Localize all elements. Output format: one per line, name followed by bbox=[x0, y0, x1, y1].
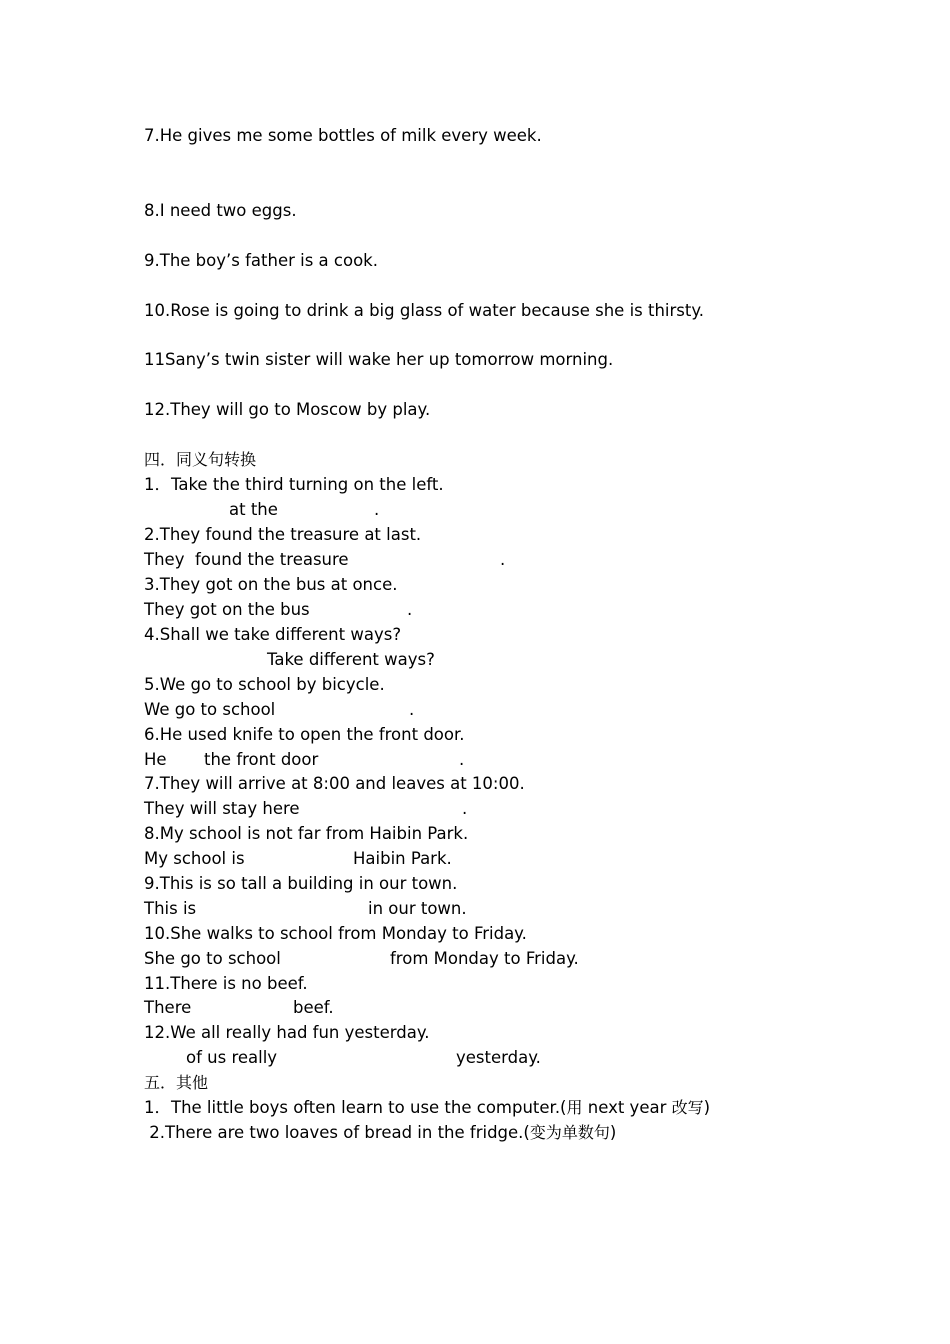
s4-item-8-rewrite-b: Haibin Park. bbox=[353, 849, 452, 868]
s5-question-1-end: ) bbox=[703, 1098, 711, 1117]
s4-item-5-rewrite-a: We go to school bbox=[144, 700, 276, 719]
section-5-heading: 五．其他 bbox=[144, 1073, 209, 1092]
s4-item-8-original: 8.My school is not far from Haibin Park. bbox=[144, 824, 469, 843]
s4-item-7-original: 7.They will arrive at 8:00 and leaves at 10:00. bbox=[144, 774, 525, 793]
s4-item-6-rewrite-b: the front door bbox=[204, 750, 319, 769]
s4-item-2-rewrite-a: They found the treasure bbox=[144, 550, 349, 569]
question-8: 8.I need two eggs. bbox=[144, 201, 297, 220]
s4-item-7-rewrite-a: They will stay here bbox=[144, 799, 300, 818]
s4-item-1-original: 1．Take the third turning on the left. bbox=[144, 475, 444, 494]
s5-question-1-cn-a: 用 bbox=[566, 1098, 583, 1117]
s5-question-2-end: ) bbox=[609, 1123, 617, 1142]
s5-question-1-text: 1．The little boys often learn to use the computer.( bbox=[144, 1098, 567, 1117]
s5-question-1-cn-b: 改写 bbox=[671, 1098, 704, 1117]
s4-item-10-original: 10.She walks to school from Monday to Friday. bbox=[144, 924, 527, 943]
s5-question-1 bbox=[144, 1097, 710, 1119]
s4-item-8-rewrite-a: My school is bbox=[144, 849, 245, 868]
s5-question-1-mid: next year bbox=[582, 1098, 672, 1117]
s4-item-12-rewrite-b: yesterday. bbox=[456, 1048, 541, 1067]
s4-item-6-original: 6.He used knife to open the front door. bbox=[144, 725, 465, 744]
s4-item-9-original: 9.This is so tall a building in our town. bbox=[144, 874, 458, 893]
s5-question-2 bbox=[144, 1122, 616, 1144]
s4-item-2-original: 2.They found the treasure at last. bbox=[144, 525, 422, 544]
s4-item-4-rewrite-a: Take different ways? bbox=[267, 650, 435, 669]
s4-item-12-rewrite-a: of us really bbox=[186, 1048, 278, 1067]
section-4-heading: 四．同义句转换 bbox=[144, 450, 257, 469]
question-10: 10.Rose is going to drink a big glass of water because she is thirsty. bbox=[144, 301, 705, 320]
s4-item-11-original: 11.There is no beef. bbox=[144, 974, 308, 993]
s4-item-12-original: 12.We all really had fun yesterday. bbox=[144, 1023, 430, 1042]
s4-item-3-rewrite-a: They got on the bus bbox=[144, 600, 310, 619]
s4-item-6-rewrite-a: He bbox=[144, 750, 167, 769]
s4-item-5-rewrite-b: . bbox=[409, 700, 415, 719]
s4-item-3-original: 3.They got on the bus at once. bbox=[144, 575, 398, 594]
s4-item-10-rewrite-a: She go to school bbox=[144, 949, 281, 968]
s4-item-7-rewrite-b: . bbox=[462, 799, 468, 818]
s4-item-2-rewrite-b: . bbox=[500, 550, 506, 569]
s4-item-5-original: 5.We go to school by bicycle. bbox=[144, 675, 385, 694]
s4-item-4-original: 4.Shall we take different ways? bbox=[144, 625, 402, 644]
s4-item-11-rewrite-b: beef. bbox=[293, 998, 334, 1017]
question-9: 9.The boy’s father is a cook. bbox=[144, 251, 378, 270]
s5-question-2-text: 2.There are two loaves of bread in the fridge.( bbox=[144, 1123, 530, 1142]
s4-item-9-rewrite-a: This is bbox=[144, 899, 197, 918]
question-12: 12.They will go to Moscow by play. bbox=[144, 400, 431, 419]
question-7: 7.He gives me some bottles of milk every week. bbox=[144, 126, 542, 145]
s4-item-6-rewrite-c: . bbox=[459, 750, 465, 769]
s4-item-10-rewrite-b: from Monday to Friday. bbox=[390, 949, 579, 968]
s4-item-11-rewrite-a: There bbox=[144, 998, 192, 1017]
s5-question-2-cn: 变为单数句 bbox=[529, 1123, 610, 1142]
s4-item-3-rewrite-b: . bbox=[407, 600, 413, 619]
s4-item-1-rewrite-a: at the bbox=[229, 500, 278, 519]
question-11: 11Sany’s twin sister will wake her up tomorrow morning. bbox=[144, 350, 614, 369]
s4-item-9-rewrite-b: in our town. bbox=[368, 899, 467, 918]
s4-item-1-rewrite-b: . bbox=[374, 500, 380, 519]
